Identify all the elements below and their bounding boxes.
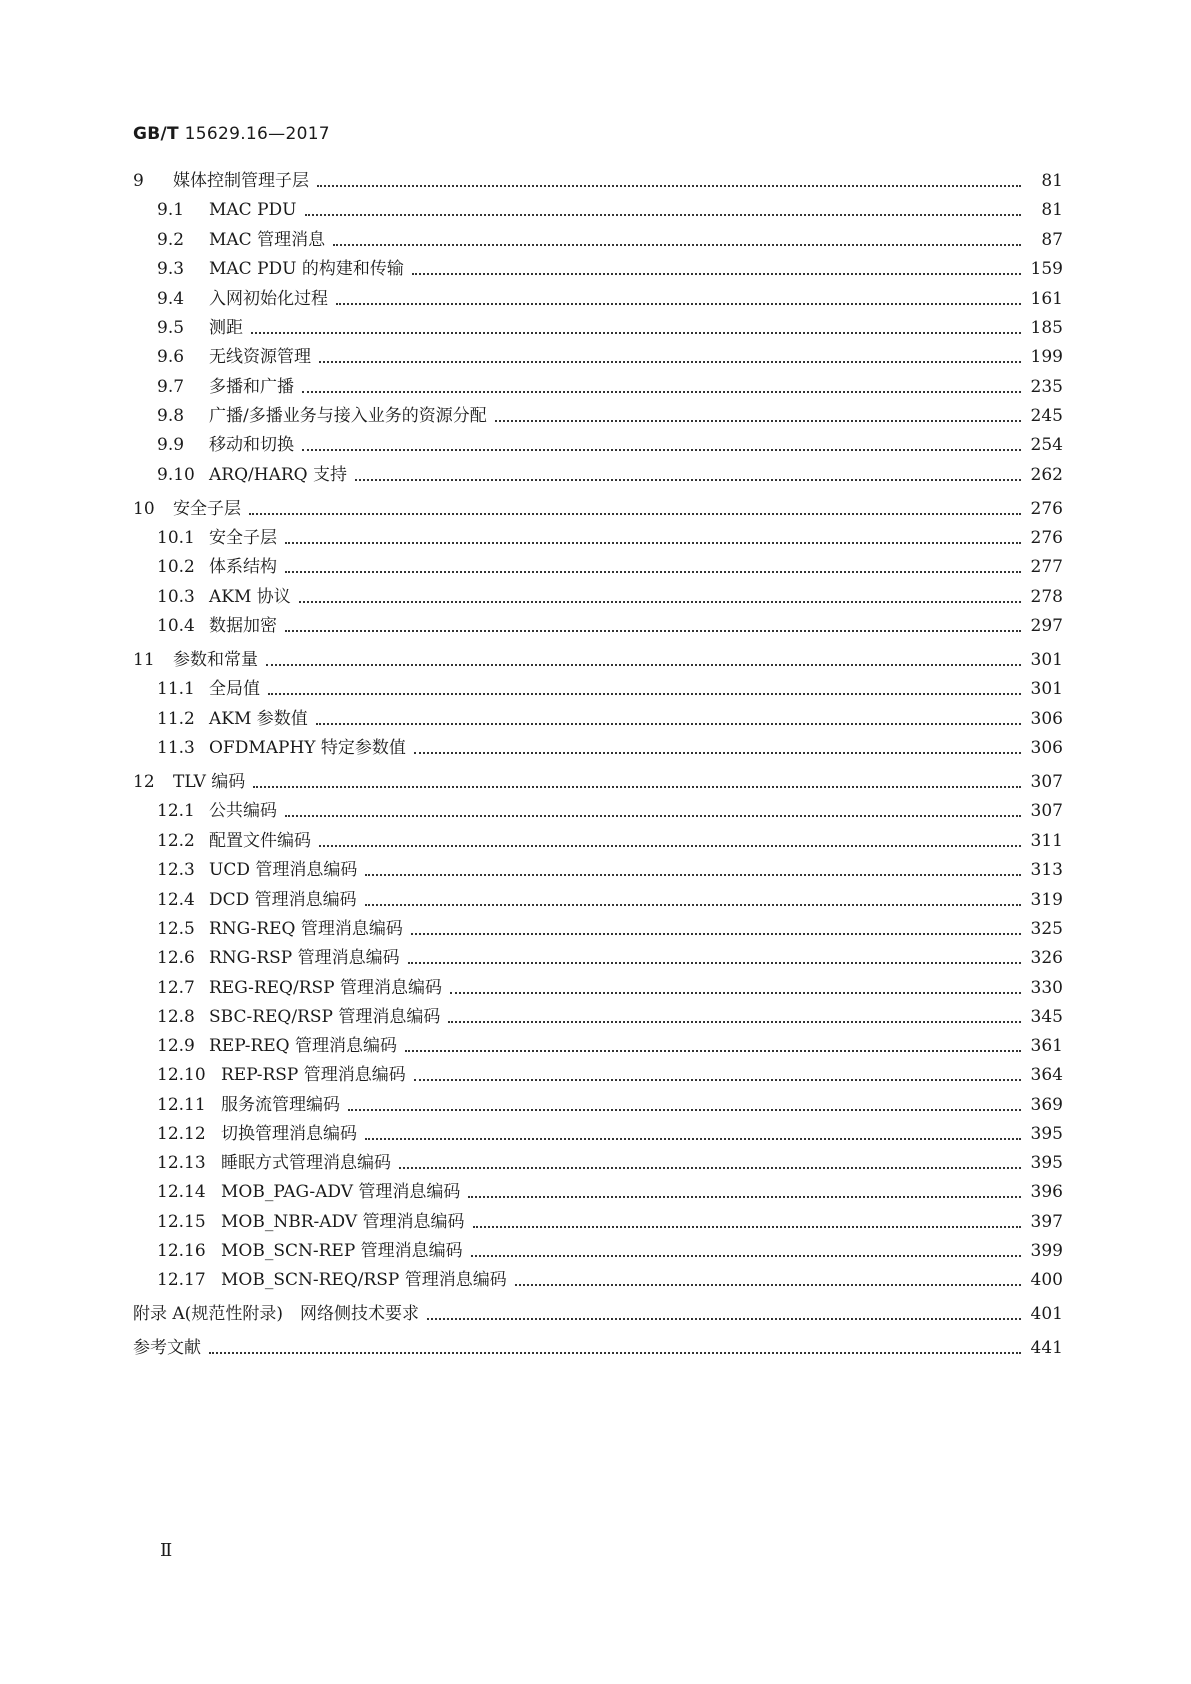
- entry-page-number: 276: [1030, 528, 1063, 548]
- entry-page-number: 87: [1041, 230, 1063, 250]
- toc-section-entry[interactable]: [133, 342, 1063, 368]
- entry-number: 12.16: [157, 1241, 206, 1261]
- entry-page-number: 345: [1030, 1007, 1063, 1027]
- entry-title: AKM 参数值: [209, 709, 308, 729]
- entry-number: 9.4: [157, 289, 185, 309]
- entry-page-number: 364: [1030, 1065, 1063, 1085]
- toc-chapter-entry[interactable]: [133, 645, 1063, 671]
- toc-section-entry[interactable]: [133, 430, 1063, 456]
- entry-title: MAC PDU 的构建和传输: [209, 259, 404, 279]
- toc-section-entry[interactable]: [133, 1060, 1063, 1086]
- entry-number: 12.3: [157, 860, 195, 880]
- entry-title: 多播和广播: [209, 377, 294, 397]
- entry-number: 12.2: [157, 831, 195, 851]
- toc-section-entry[interactable]: [133, 254, 1063, 280]
- entry-title: MAC PDU: [209, 200, 297, 220]
- entry-number: 11: [133, 650, 155, 670]
- entry-number: 9.7: [157, 377, 185, 397]
- entry-title: OFDMAPHY 特定参数值: [209, 738, 406, 758]
- dot-leader: [448, 1021, 1021, 1023]
- entry-title: MOB_SCN-REP 管理消息编码: [221, 1241, 463, 1261]
- toc-section-entry[interactable]: [133, 195, 1063, 221]
- dot-leader: [285, 630, 1021, 632]
- toc-section-entry[interactable]: [133, 611, 1063, 637]
- dot-leader: [515, 1284, 1021, 1286]
- entry-number: 9.6: [157, 347, 185, 367]
- dot-leader: [450, 992, 1021, 994]
- dot-leader: [302, 449, 1021, 451]
- dot-leader: [285, 542, 1021, 544]
- toc-section-entry[interactable]: [133, 1265, 1063, 1291]
- dot-leader: [319, 845, 1021, 847]
- toc-section-entry[interactable]: [133, 582, 1063, 608]
- entry-title: REP-REQ 管理消息编码: [209, 1036, 398, 1056]
- entry-title: SBC-REQ/RSP 管理消息编码: [209, 1007, 441, 1027]
- entry-page-number: 301: [1030, 650, 1063, 670]
- entry-title: 数据加密: [209, 616, 277, 636]
- entry-number: 12.5: [157, 919, 195, 939]
- entry-title: 无线资源管理: [209, 347, 311, 367]
- entry-page-number: 185: [1030, 318, 1063, 338]
- toc-section-entry[interactable]: [133, 313, 1063, 339]
- entry-number: 9.8: [157, 406, 185, 426]
- entry-page-number: 369: [1030, 1095, 1063, 1115]
- entry-page-number: 306: [1030, 709, 1063, 729]
- dot-leader: [427, 1318, 1021, 1320]
- entry-title: ARQ/HARQ 支持: [209, 465, 347, 485]
- dot-leader: [317, 185, 1021, 187]
- toc-section-entry[interactable]: [133, 885, 1063, 911]
- toc-section-entry[interactable]: [133, 914, 1063, 940]
- toc-section-entry[interactable]: [133, 796, 1063, 822]
- entry-title: 安全子层: [209, 528, 277, 548]
- entry-title: 服务流管理编码: [221, 1095, 340, 1115]
- toc-section-entry[interactable]: [133, 973, 1063, 999]
- entry-number: 12.11: [157, 1095, 206, 1115]
- entry-title: UCD 管理消息编码: [209, 860, 358, 880]
- entry-page-number: 397: [1030, 1212, 1063, 1232]
- entry-title: 全局值: [209, 679, 260, 699]
- entry-title: REG-REQ/RSP 管理消息编码: [209, 978, 443, 998]
- dot-leader: [365, 1138, 1021, 1140]
- entry-number: 12.10: [157, 1065, 206, 1085]
- entry-page-number: 306: [1030, 738, 1063, 758]
- dot-leader: [209, 1352, 1021, 1354]
- entry-page-number: 330: [1030, 978, 1063, 998]
- entry-number: 12.4: [157, 890, 195, 910]
- entry-title: AKM 协议: [209, 587, 291, 607]
- dot-leader: [253, 786, 1021, 788]
- dot-leader: [473, 1226, 1021, 1228]
- toc-section-entry[interactable]: [133, 1031, 1063, 1057]
- dot-leader: [414, 1079, 1021, 1081]
- entry-title: 公共编码: [209, 801, 277, 821]
- toc-section-entry[interactable]: [133, 460, 1063, 486]
- toc-section-entry[interactable]: [133, 704, 1063, 730]
- entry-page-number: 396: [1030, 1182, 1063, 1202]
- entry-number: 10.4: [157, 616, 195, 636]
- entry-number: 12: [133, 772, 155, 792]
- entry-title: TLV 编码: [173, 772, 246, 792]
- entry-title: 切换管理消息编码: [221, 1124, 357, 1144]
- dot-leader: [249, 513, 1021, 515]
- entry-title: 睡眠方式管理消息编码: [221, 1153, 391, 1173]
- entry-page-number: 235: [1030, 377, 1063, 397]
- toc-section-entry[interactable]: [133, 225, 1063, 251]
- entry-title: 媒体控制管理子层: [173, 171, 309, 191]
- dot-leader: [302, 391, 1021, 393]
- toc-section-entry[interactable]: [133, 1236, 1063, 1262]
- entry-page-number: 441: [1030, 1338, 1063, 1358]
- toc-section-entry[interactable]: [133, 943, 1063, 969]
- entry-title: DCD 管理消息编码: [209, 890, 357, 910]
- dot-leader: [468, 1196, 1021, 1198]
- entry-page-number: 278: [1030, 587, 1063, 607]
- entry-title: MOB_PAG-ADV 管理消息编码: [221, 1182, 461, 1202]
- dot-leader: [285, 815, 1021, 817]
- entry-title: 配置文件编码: [209, 831, 311, 851]
- dot-leader: [495, 420, 1021, 422]
- entry-number: 9.3: [157, 259, 185, 279]
- entry-number: 11.2: [157, 709, 195, 729]
- entry-number: 10: [133, 499, 155, 519]
- entry-number: 12.8: [157, 1007, 195, 1027]
- dot-leader: [266, 664, 1021, 666]
- toc-section-entry[interactable]: [133, 1002, 1063, 1028]
- entry-number: 9.2: [157, 230, 185, 250]
- dot-leader: [268, 693, 1021, 695]
- entry-number: 12.12: [157, 1124, 206, 1144]
- standard-number: 15629.16—2017: [184, 124, 330, 144]
- toc-chapter-entry[interactable]: [133, 1299, 1063, 1325]
- entry-number: 10.3: [157, 587, 195, 607]
- dot-leader: [365, 904, 1021, 906]
- standard-code: GB/T: [133, 124, 179, 144]
- dot-leader: [336, 303, 1021, 305]
- toc-chapter-entry[interactable]: [133, 166, 1063, 192]
- entry-title: MAC 管理消息: [209, 230, 326, 250]
- toc-section-entry[interactable]: [133, 372, 1063, 398]
- toc-section-entry[interactable]: [133, 1148, 1063, 1174]
- entry-number: 10.1: [157, 528, 195, 548]
- dot-leader: [299, 601, 1021, 603]
- entry-page-number: 159: [1030, 259, 1063, 279]
- dot-leader: [285, 571, 1021, 573]
- dot-leader: [471, 1255, 1021, 1257]
- entry-title: MOB_SCN-REQ/RSP 管理消息编码: [221, 1270, 507, 1290]
- toc-section-entry[interactable]: [133, 1207, 1063, 1233]
- entry-page-number: 307: [1030, 772, 1063, 792]
- entry-title: 移动和切换: [209, 435, 294, 455]
- entry-page-number: 262: [1030, 465, 1063, 485]
- toc-section-entry[interactable]: [133, 674, 1063, 700]
- entry-page-number: 245: [1030, 406, 1063, 426]
- entry-title: 广播/多播业务与接入业务的资源分配: [209, 406, 487, 426]
- dot-leader: [411, 933, 1021, 935]
- entry-number: 9.1: [157, 200, 185, 220]
- entry-title: RNG-REQ 管理消息编码: [209, 919, 403, 939]
- entry-title: 入网初始化过程: [209, 289, 328, 309]
- entry-page-number: 276: [1030, 499, 1063, 519]
- entry-number: 12.7: [157, 978, 195, 998]
- dot-leader: [365, 874, 1021, 876]
- dot-leader: [316, 723, 1021, 725]
- entry-number: 10.2: [157, 557, 195, 577]
- entry-page-number: 319: [1030, 890, 1063, 910]
- toc-section-entry[interactable]: [133, 826, 1063, 852]
- entry-page-number: 81: [1041, 171, 1063, 191]
- entry-title: 测距: [209, 318, 243, 338]
- toc-chapter-entry[interactable]: [133, 767, 1063, 793]
- dot-leader: [399, 1167, 1021, 1169]
- entry-page-number: 313: [1030, 860, 1063, 880]
- toc-section-entry[interactable]: [133, 284, 1063, 310]
- entry-page-number: 399: [1030, 1241, 1063, 1261]
- entry-page-number: 199: [1030, 347, 1063, 367]
- entry-title: REP-RSP 管理消息编码: [221, 1065, 406, 1085]
- entry-title: 附录 A(规范性附录) 网络侧技术要求: [133, 1304, 419, 1324]
- entry-page-number: 361: [1030, 1036, 1063, 1056]
- entry-page-number: 325: [1030, 919, 1063, 939]
- entry-number: 9.9: [157, 435, 185, 455]
- entry-title: MOB_NBR-ADV 管理消息编码: [221, 1212, 465, 1232]
- entry-number: 12.13: [157, 1153, 206, 1173]
- entry-number: 12.9: [157, 1036, 195, 1056]
- entry-page-number: 400: [1030, 1270, 1063, 1290]
- toc-section-entry[interactable]: [133, 1177, 1063, 1203]
- dot-leader: [355, 479, 1021, 481]
- entry-number: 12.17: [157, 1270, 206, 1290]
- entry-number: 12.14: [157, 1182, 206, 1202]
- dot-leader: [319, 361, 1021, 363]
- toc-section-entry[interactable]: [133, 401, 1063, 427]
- entry-title: 参考文献: [133, 1338, 201, 1358]
- entry-page-number: 81: [1041, 200, 1063, 220]
- dot-leader: [305, 214, 1022, 216]
- entry-number: 9.5: [157, 318, 185, 338]
- dot-leader: [348, 1109, 1021, 1111]
- entry-number: 12.15: [157, 1212, 206, 1232]
- entry-page-number: 395: [1030, 1153, 1063, 1173]
- entry-number: 12.1: [157, 801, 195, 821]
- entry-page-number: 254: [1030, 435, 1063, 455]
- dot-leader: [251, 332, 1021, 334]
- toc-section-entry[interactable]: [133, 855, 1063, 881]
- dot-leader: [405, 1050, 1021, 1052]
- entry-title: 体系结构: [209, 557, 277, 577]
- entry-page-number: 161: [1030, 289, 1063, 309]
- toc-section-entry[interactable]: [133, 552, 1063, 578]
- toc-chapter-entry[interactable]: [133, 1333, 1063, 1359]
- toc-section-entry[interactable]: [133, 523, 1063, 549]
- entry-number: 9.10: [157, 465, 195, 485]
- entry-page-number: 395: [1030, 1124, 1063, 1144]
- dot-leader: [408, 962, 1021, 964]
- entry-page-number: 307: [1030, 801, 1063, 821]
- entry-number: 12.6: [157, 948, 195, 968]
- entry-title: RNG-RSP 管理消息编码: [209, 948, 400, 968]
- entry-page-number: 326: [1030, 948, 1063, 968]
- toc-chapter-entry[interactable]: [133, 494, 1063, 520]
- entry-number: 11.3: [157, 738, 195, 758]
- dot-leader: [414, 752, 1021, 754]
- toc-section-entry[interactable]: [133, 1090, 1063, 1116]
- entry-title: 参数和常量: [173, 650, 258, 670]
- entry-number: 9: [133, 171, 144, 191]
- page-number-footer: Ⅱ: [160, 1540, 173, 1561]
- entry-page-number: 401: [1030, 1304, 1063, 1324]
- toc-section-entry[interactable]: [133, 1119, 1063, 1145]
- dot-leader: [333, 244, 1021, 246]
- entry-page-number: 277: [1030, 557, 1063, 577]
- entry-page-number: 297: [1030, 616, 1063, 636]
- entry-page-number: 311: [1030, 831, 1063, 851]
- toc-section-entry[interactable]: [133, 733, 1063, 759]
- dot-leader: [412, 273, 1021, 275]
- entry-title: 安全子层: [173, 499, 241, 519]
- entry-page-number: 301: [1030, 679, 1063, 699]
- entry-number: 11.1: [157, 679, 195, 699]
